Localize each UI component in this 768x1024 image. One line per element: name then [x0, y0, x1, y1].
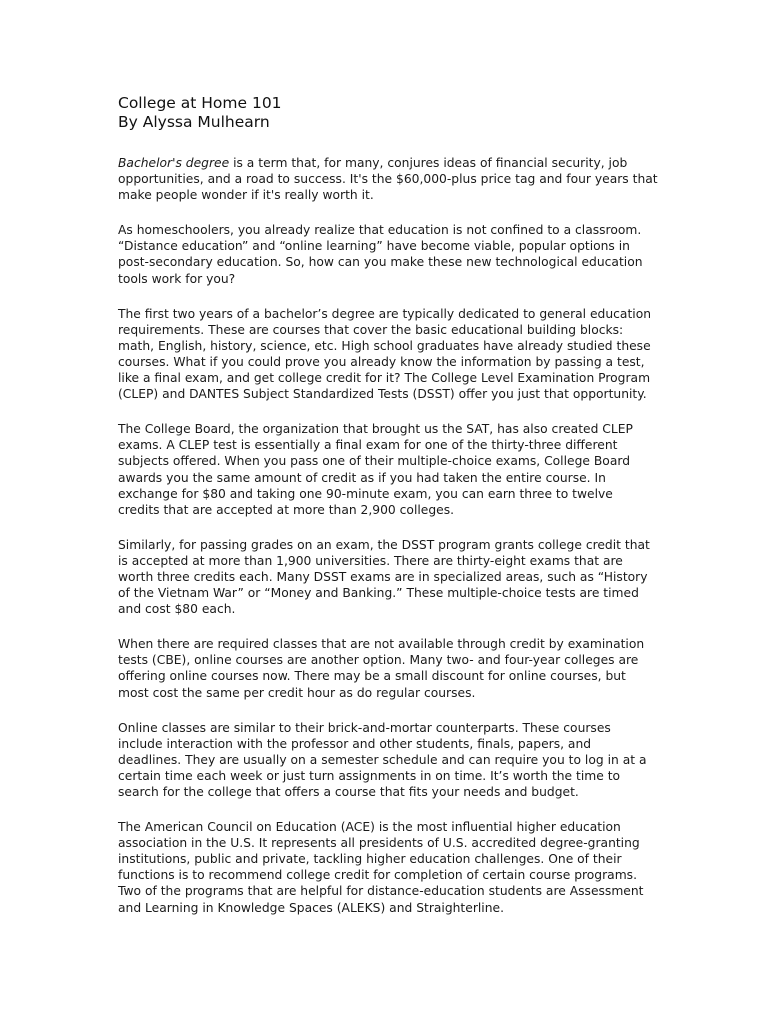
paragraph-7: Online classes are similar to their brick-and-mortar counterparts. These courses include interaction with the professor and other students, finals, papers, and deadlines. They are usually on a semester schedule and can require you to log in at a certain time each week or just turn assignments in on time. It’s worth the time to search for the college that offers a course that fits your needs and budget.	[118, 720, 647, 799]
paragraph-6: When there are required classes that are not available through credit by examination tests (CBE), online courses are another option. Many two- and four-year colleges are offering online courses now. There may be a small discount for online courses, but most cost the same per credit hour as do regular courses.	[118, 637, 645, 700]
title-line-2-author: By Alyssa Mulhearn	[118, 113, 270, 131]
document-title	[118, 94, 658, 132]
paragraph-1-term: Bachelor's degree	[118, 156, 230, 170]
paragraph-1-text: is a term that, for many, conjures ideas of financial security, job opportunities, and a road to success. It's the $60,000-plus price tag and four years that make people wonder if it's really worth it.	[118, 156, 658, 203]
document-page	[118, 94, 658, 935]
paragraph-1	[118, 155, 658, 203]
paragraph-4: The College Board, the organization that brought us the SAT, has also created CLEP exams. A CLEP test is essentially a final exam for one of the thirty-three different subjects offered. When you pass one of their multiple-choice exams, College Board awards you the same amount of credit as if you had taken the entire course. In exchange for $80 and taking one 90-minute exam, you can earn three to twelve credits that are accepted at more than 2,900 colleges.	[118, 422, 633, 517]
title-line-1: College at Home 101	[118, 94, 282, 112]
article-body	[118, 155, 658, 916]
paragraph-5: Similarly, for passing grades on an exam, the DSST program grants college credit that is accepted at more than 1,900 universities. There are thirty-eight exams that are worth three credits each. Many DSST exams are in specialized areas, such as “History of the Vietnam War” or “Money and Banking.” These multiple-choice tests are timed and cost $80 each.	[118, 537, 650, 617]
paragraph-8: The American Council on Education (ACE) is the most influential higher education association in the U.S. It represents all presidents of U.S. accredited degree-granting institutions, public and private, tackling higher education challenges. One of their functions is to recommend college credit for completion of certain course programs. Two of the programs that are helpful for distance-education students are Assessment and Learning in Knowledge Spaces (ALEKS) and Straighterline.	[118, 820, 644, 915]
paragraph-2: As homeschoolers, you already realize that education is not confined to a classroom. “Distance education” and “online learning” have become viable, popular options in post-secondary education. So, how can you make these new technological education tools work for you?	[118, 223, 643, 286]
paragraph-3: The first two years of a bachelor’s degree are typically dedicated to general education requirements. These are courses that cover the basic educational building blocks: math, English, history, science, etc. High school graduates have already studied these courses. What if you could prove you already know the information by passing a test, like a final exam, and get college credit for it? The College Level Examination Program (CLEP) and DANTES Subject Standardized Tests (DSST) offer you just that opportunity.	[118, 306, 652, 402]
